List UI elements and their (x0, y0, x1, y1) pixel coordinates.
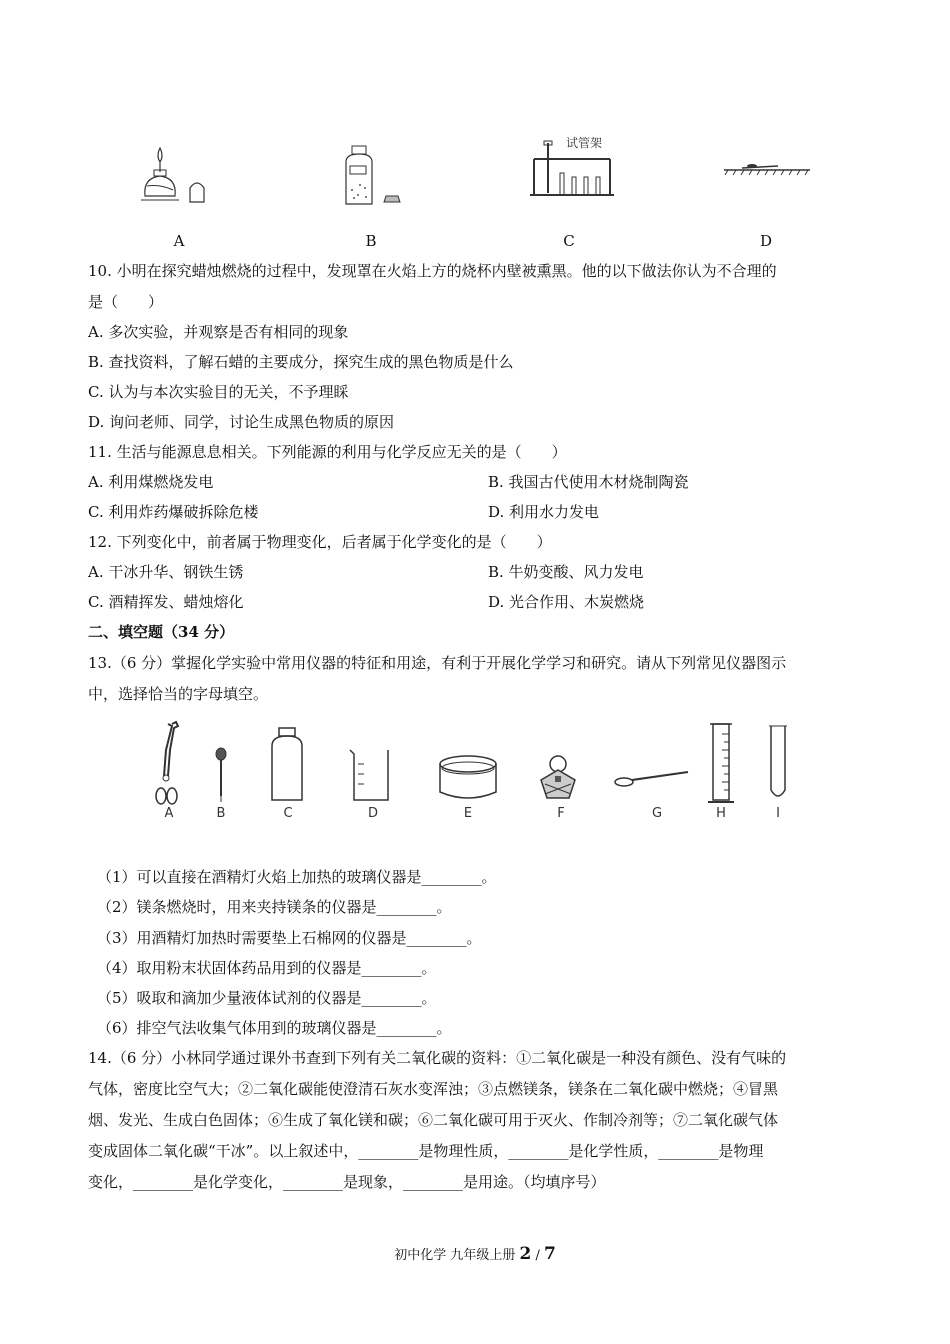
figure-label-a: A (173, 232, 185, 250)
reagent-bottle-figure (338, 140, 408, 212)
q12-option-a: A. 干冰升华、钢铁生锈 (88, 563, 244, 581)
page-total: 7 (543, 1244, 556, 1264)
instrument-label-h: H (716, 806, 726, 821)
q12-option-c: C. 酒精挥发、蜡烛熔化 (88, 593, 244, 611)
q11-stem: 11. 生活与能源息息相关。下列能源的利用与化学反应无关的是（ ） (88, 443, 567, 461)
q14-line-4: 变成固体二氧化碳“干冰”。以上叙述中，________是物理性质，________是化学性质，________是物理 (88, 1142, 764, 1160)
q10-option-c: C. 认为与本次实验目的无关，不予理睬 (88, 383, 349, 401)
q10-option-a: A. 多次实验，并观察是否有相同的现象 (88, 323, 349, 341)
page-footer (0, 1244, 950, 1264)
instrument-label-d: D (367, 806, 378, 821)
section2-title: 二、填空题（34 分） (88, 623, 235, 641)
figure-label-b: B (365, 232, 377, 250)
instrument-label-a: A (164, 806, 174, 821)
q12-option-b: B. 牛奶变酸、风力发电 (488, 563, 644, 581)
rack-caption: 试管架 (566, 136, 603, 150)
q12-stem: 12. 下列变化中，前者属于物理变化，后者属于化学变化的是（ ） (88, 533, 552, 551)
q10-option-d: D. 询问老师、同学，讨论生成黑色物质的原因 (88, 413, 395, 431)
q13-sub-5: （5）吸取和滴加少量液体试剂的仪器是________。 (97, 989, 437, 1007)
figure-label-c: C (563, 232, 575, 250)
q13-sub-3: （3）用酒精灯加热时需要垫上石棉网的仪器是________。 (97, 929, 482, 947)
q9-figure-row (0, 135, 950, 220)
page-separator: / (531, 1248, 544, 1263)
instrument-label-b: B (216, 806, 226, 821)
q14-line-1: 14.（6 分）小林同学通过课外书查到下列有关二氧化碳的资料：①二氧化碳是一种没有颜色、没有气味的 (88, 1049, 787, 1067)
test-tube-rack-figure (526, 135, 626, 210)
instrument-label-g: G (651, 806, 663, 821)
q14-line-3: 烟、发光、生成白色固体；⑥生成了氧化镁和碳；⑥二氧化碳可用于灭火、作制冷剂等；⑦二氧化碳气体 (88, 1111, 779, 1129)
q11-option-b: B. 我国古代使用木材烧制陶瓷 (488, 473, 689, 491)
q11-option-a: A. 利用煤燃烧发电 (88, 473, 214, 491)
q13-sub-2: （2）镁条燃烧时，用来夹持镁条的仪器是________。 (97, 898, 452, 916)
q13-stem-line2: 中，选择恰当的字母填空。 (88, 685, 269, 703)
q13-sub-4: （4）取用粉末状固体药品用到的仪器是________。 (97, 959, 437, 977)
instrument-label-f: F (557, 806, 565, 821)
q12-option-d: D. 光合作用、木炭燃烧 (488, 593, 645, 611)
alcohol-lamp-figure (135, 140, 215, 212)
q10-option-b: B. 查找资料，了解石蜡的主要成分，探究生成的黑色物质是什么 (88, 353, 514, 371)
q13-sub-1: （1）可以直接在酒精灯火焰上加热的玻璃仪器是________。 (97, 868, 497, 886)
instrument-label-e: E (463, 806, 473, 821)
q11-option-c: C. 利用炸药爆破拆除危楼 (88, 503, 259, 521)
q10-stem-line2: 是（ ） (88, 293, 164, 311)
q10-stem-line1: 10. 小明在探究蜡烛燃烧的过程中，发现罩在火焰上方的烧杯内壁被熏黑。他的以下做法你认为不合理的 (88, 262, 777, 280)
figure-label-d: D (759, 232, 773, 250)
page-number: 2 (519, 1244, 532, 1264)
dropper-on-table-figure (720, 160, 815, 190)
q13-sub-6: （6）排空气法收集气体用到的玻璃仪器是________。 (97, 1019, 452, 1037)
q14-line-2: 气体，密度比空气大；②二氧化碳能使澄清石灰水变浑浊；③点燃镁条，镁条在二氧化碳中燃烧；④冒黑 (88, 1080, 779, 1098)
footer-text: 初中化学 九年级上册 (394, 1248, 516, 1263)
q11-option-d: D. 利用水力发电 (488, 503, 600, 521)
instrument-label-i: I (776, 806, 780, 821)
q13-stem-line1: 13.（6 分）掌握化学实验中常用仪器的特征和用途，有利于开展化学学习和研究。请从下列常见仪器图示 (88, 654, 787, 672)
instrument-label-c: C (283, 806, 293, 821)
q14-line-5: 变化，________是化学变化，________是现象，________是用途。（均填序号） (88, 1173, 606, 1191)
